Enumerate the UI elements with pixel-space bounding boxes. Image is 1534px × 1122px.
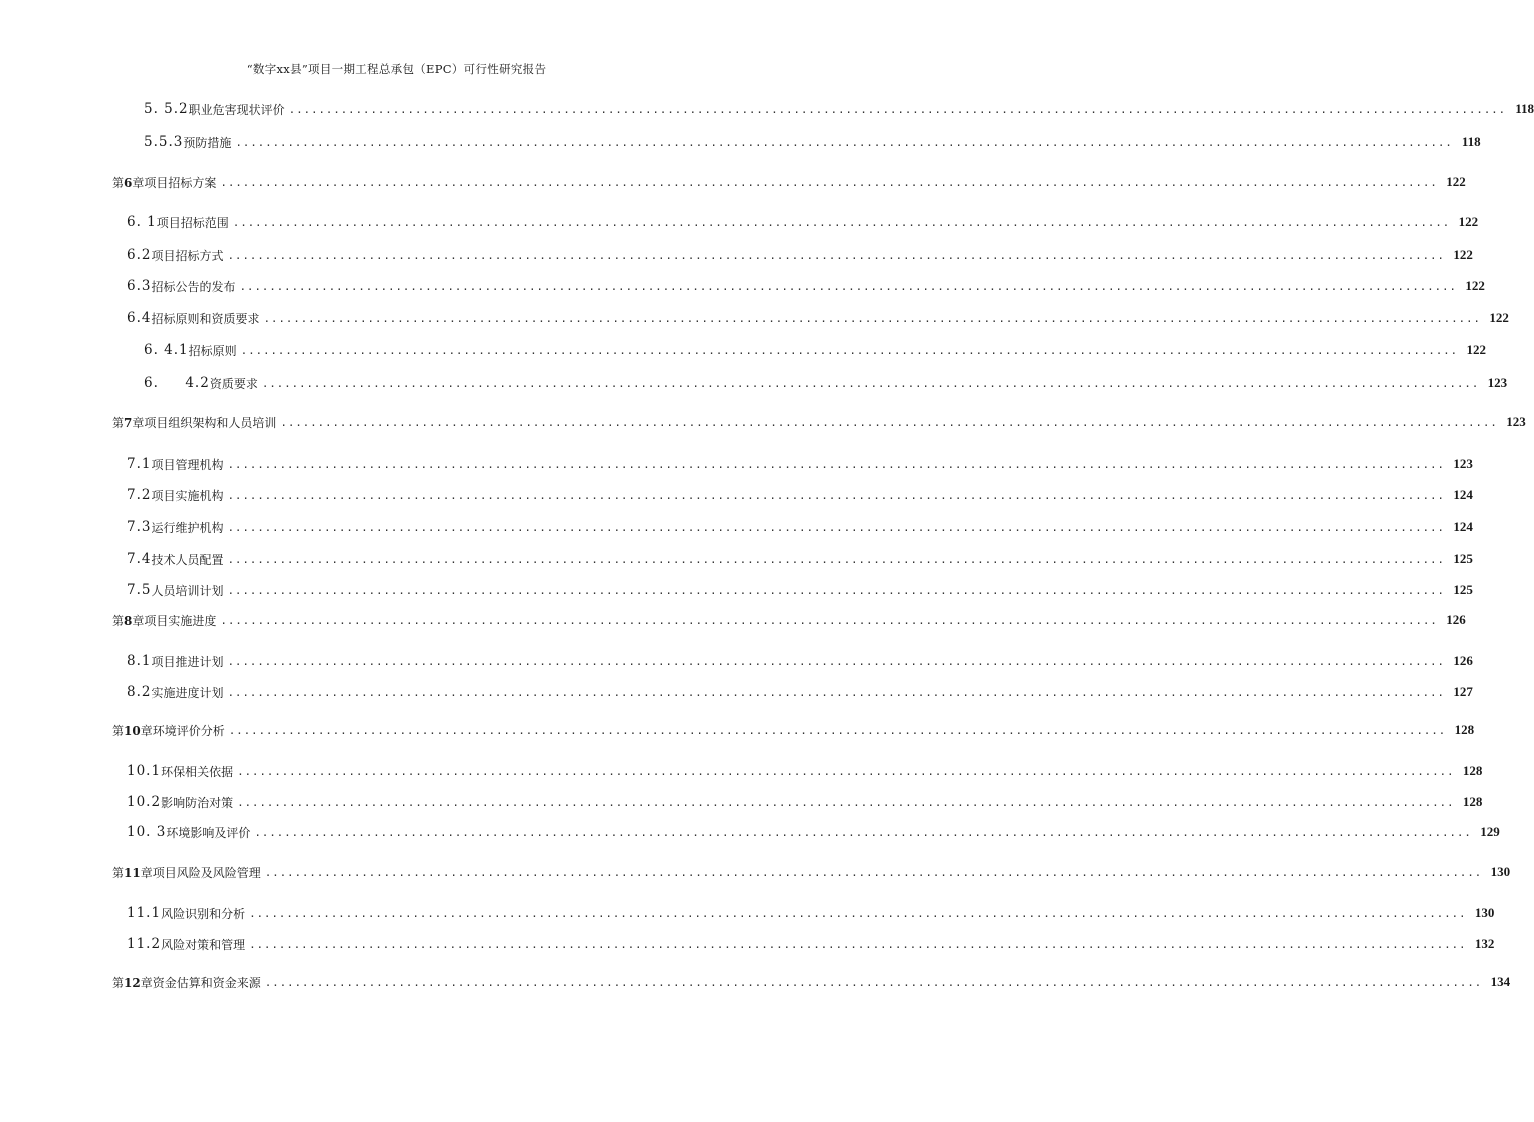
toc-title: 影响防治对策 [161,795,234,810]
toc-leader-dots: .................................................................................................................................................................... [227,457,1445,471]
toc-page-number: 126 [1446,612,1466,627]
toc-entry[interactable] [127,824,1500,840]
toc-title: 项目招标方案 [144,175,217,190]
toc-number: 7.2 [127,487,152,503]
toc-page-number: 134 [1490,974,1511,989]
toc-chapter-number: 第7章 [112,415,145,430]
toc-title: 项目实施进度 [144,613,217,628]
toc-entry[interactable] [127,684,1473,700]
toc-title: 风险识别和分析 [161,906,246,921]
page-header: “数字xx县”项目一期工程总承包（EPC）可行性研究报告 [246,62,547,76]
toc-leader-dots: .................................................................................................................................................................... [249,906,1467,920]
toc-title: 资质要求 [209,376,258,391]
toc-number: 6. 4.2 [144,375,210,391]
toc-page-number: 128 [1462,794,1483,809]
toc-leader-dots: .................................................................................................................................................................... [220,175,1438,189]
toc-entry[interactable] [127,794,1483,810]
toc-leader-dots: .................................................................................................................................................................... [264,975,1483,989]
toc-number: 10. 3 [127,824,167,840]
toc-number: 6.2 [127,247,152,263]
toc-page-number: 126 [1453,653,1473,668]
toc-number: 7.1 [127,456,152,472]
toc-leader-dots: .................................................................................................................................................................... [237,764,1455,778]
toc-leader-dots: .................................................................................................................................................................... [227,654,1445,668]
toc-title: 环保相关依据 [161,764,234,779]
toc-number: 6.3 [127,278,152,294]
toc-leader-dots: .................................................................................................................................................................... [239,279,1457,293]
toc-number: 6.4 [127,310,152,326]
toc-title: 运行维护机构 [151,520,224,535]
toc-chapter-number: 第6章 [112,175,145,190]
toc-page-number: 122 [1489,310,1509,325]
toc-entry[interactable] [127,278,1485,294]
toc-entry[interactable] [127,763,1483,779]
toc-title: 风险对策和管理 [161,937,246,952]
toc-title: 实施进度计划 [151,685,224,700]
toc-chapter-entry[interactable] [112,722,1475,738]
toc-leader-dots: .................................................................................................................................................................... [227,520,1445,534]
toc-page-number: 122 [1465,278,1485,293]
toc-chapter-number: 第10章 [112,723,153,738]
toc-number: 8.2 [127,684,152,700]
toc-number: 5.5.3 [144,134,184,150]
toc-page-number: 127 [1453,684,1473,699]
toc-entry[interactable] [144,375,1508,391]
toc-number: 7.4 [127,551,152,567]
toc-entry[interactable] [127,214,1479,230]
toc-chapter-entry[interactable] [112,864,1511,880]
toc-leader-dots: .................................................................................................................................................................... [254,825,1472,839]
toc-title: 项目推进计划 [151,654,224,669]
toc-number: 10.1 [127,763,162,779]
toc-page-number: 128 [1462,763,1483,778]
toc-entry[interactable] [127,487,1473,503]
toc-number: 7.3 [127,519,152,535]
toc-page-number: 123 [1453,456,1473,471]
toc-leader-dots: .................................................................................................................................................................... [232,215,1451,229]
toc-entry[interactable] [127,582,1473,598]
toc-title: 招标公告的发布 [151,279,236,294]
toc-page-number: 132 [1474,936,1495,951]
toc-page-number: 122 [1458,214,1479,229]
toc-title: 资金估算和资金来源 [152,975,261,990]
toc-title: 职业危害现状评价 [188,102,285,117]
toc-entry[interactable] [127,905,1495,921]
toc-page-number: 124 [1453,487,1473,502]
toc-leader-dots: .................................................................................................................................................................... [237,795,1455,809]
toc-number: 6. 1 [127,214,157,230]
toc-page-number: 125 [1453,582,1473,597]
toc-title: 招标原则和资质要求 [151,311,260,326]
toc-chapter-entry[interactable] [112,174,1466,190]
toc-entry[interactable] [144,342,1486,358]
toc-entry[interactable] [127,247,1473,263]
toc-leader-dots: .................................................................................................................................................................... [227,488,1445,502]
toc-leader-dots: .................................................................................................................................................................... [263,311,1481,325]
toc-chapter-number: 第11章 [112,865,153,880]
toc-number: 8.1 [127,653,152,669]
toc-chapter-entry[interactable] [112,612,1466,628]
toc-title: 项目组织架构和人员培训 [144,415,277,430]
toc-entry[interactable] [127,310,1509,326]
toc-leader-dots: .................................................................................................................................................................... [264,865,1483,879]
toc-page-number: 130 [1474,905,1495,920]
toc-leader-dots: .................................................................................................................................................................... [280,415,1498,429]
toc-leader-dots: .................................................................................................................................................................... [220,613,1438,627]
toc-title: 招标原则 [188,343,237,358]
toc-page-number: 125 [1453,551,1473,566]
toc-entry[interactable] [127,936,1495,952]
toc-leader-dots: .................................................................................................................................................................... [227,583,1445,597]
toc-number: 11.1 [127,905,162,921]
toc-entry[interactable] [127,456,1473,472]
toc-page-number: 122 [1446,174,1466,189]
toc-number: 10.2 [127,794,162,810]
toc-leader-dots: .................................................................................................................................................................... [288,102,1506,116]
toc-page-number: 128 [1454,722,1475,737]
toc-title: 环境影响及评价 [166,825,251,840]
toc-leader-dots: .................................................................................................................................................................... [240,343,1458,357]
toc-page-number: 123 [1487,375,1508,390]
toc-number: 7.5 [127,582,152,598]
toc-number: 11.2 [127,936,162,952]
toc-entry[interactable] [127,551,1473,567]
toc-number: 6. 4.1 [144,342,189,358]
toc-title: 项目实施机构 [151,488,224,503]
toc-title: 人员培训计划 [151,583,224,598]
toc-leader-dots: .................................................................................................................................................................... [235,135,1453,149]
toc-title: 项目招标方式 [151,248,224,263]
toc-title: 项目招标范围 [156,215,229,230]
toc-page-number: 124 [1453,519,1473,534]
toc-leader-dots: .................................................................................................................................................................... [249,937,1467,951]
toc-page-number: 123 [1506,414,1526,429]
toc-entry[interactable] [144,101,1534,117]
toc-title: 项目管理机构 [151,457,224,472]
toc-leader-dots: .................................................................................................................................................................... [261,376,1480,390]
toc-chapter-number: 第8章 [112,613,145,628]
toc-leader-dots: .................................................................................................................................................................... [228,723,1447,737]
toc-leader-dots: .................................................................................................................................................................... [227,552,1445,566]
toc-title: 技术人员配置 [151,552,224,567]
toc-chapter-number: 第12章 [112,975,153,990]
toc-page-number: 130 [1490,864,1511,879]
toc-page-number: 118 [1461,134,1481,149]
toc-title: 项目风险及风险管理 [152,865,261,880]
toc-title: 环境评价分析 [152,723,225,738]
toc-title: 预防措施 [183,135,232,150]
toc-page-number: 122 [1466,342,1486,357]
toc-page-number: 118 [1515,101,1534,116]
toc-page-number: 122 [1453,247,1473,262]
toc-chapter-entry[interactable] [112,974,1511,990]
toc-page-number: 129 [1480,824,1500,839]
toc-leader-dots: .................................................................................................................................................................... [227,248,1445,262]
toc-leader-dots: .................................................................................................................................................................... [227,685,1445,699]
toc-entry[interactable] [127,653,1473,669]
toc-entry[interactable] [127,519,1473,535]
toc-entry[interactable] [144,134,1481,150]
toc-number: 5. 5.2 [144,101,189,117]
toc-chapter-entry[interactable] [112,414,1526,430]
